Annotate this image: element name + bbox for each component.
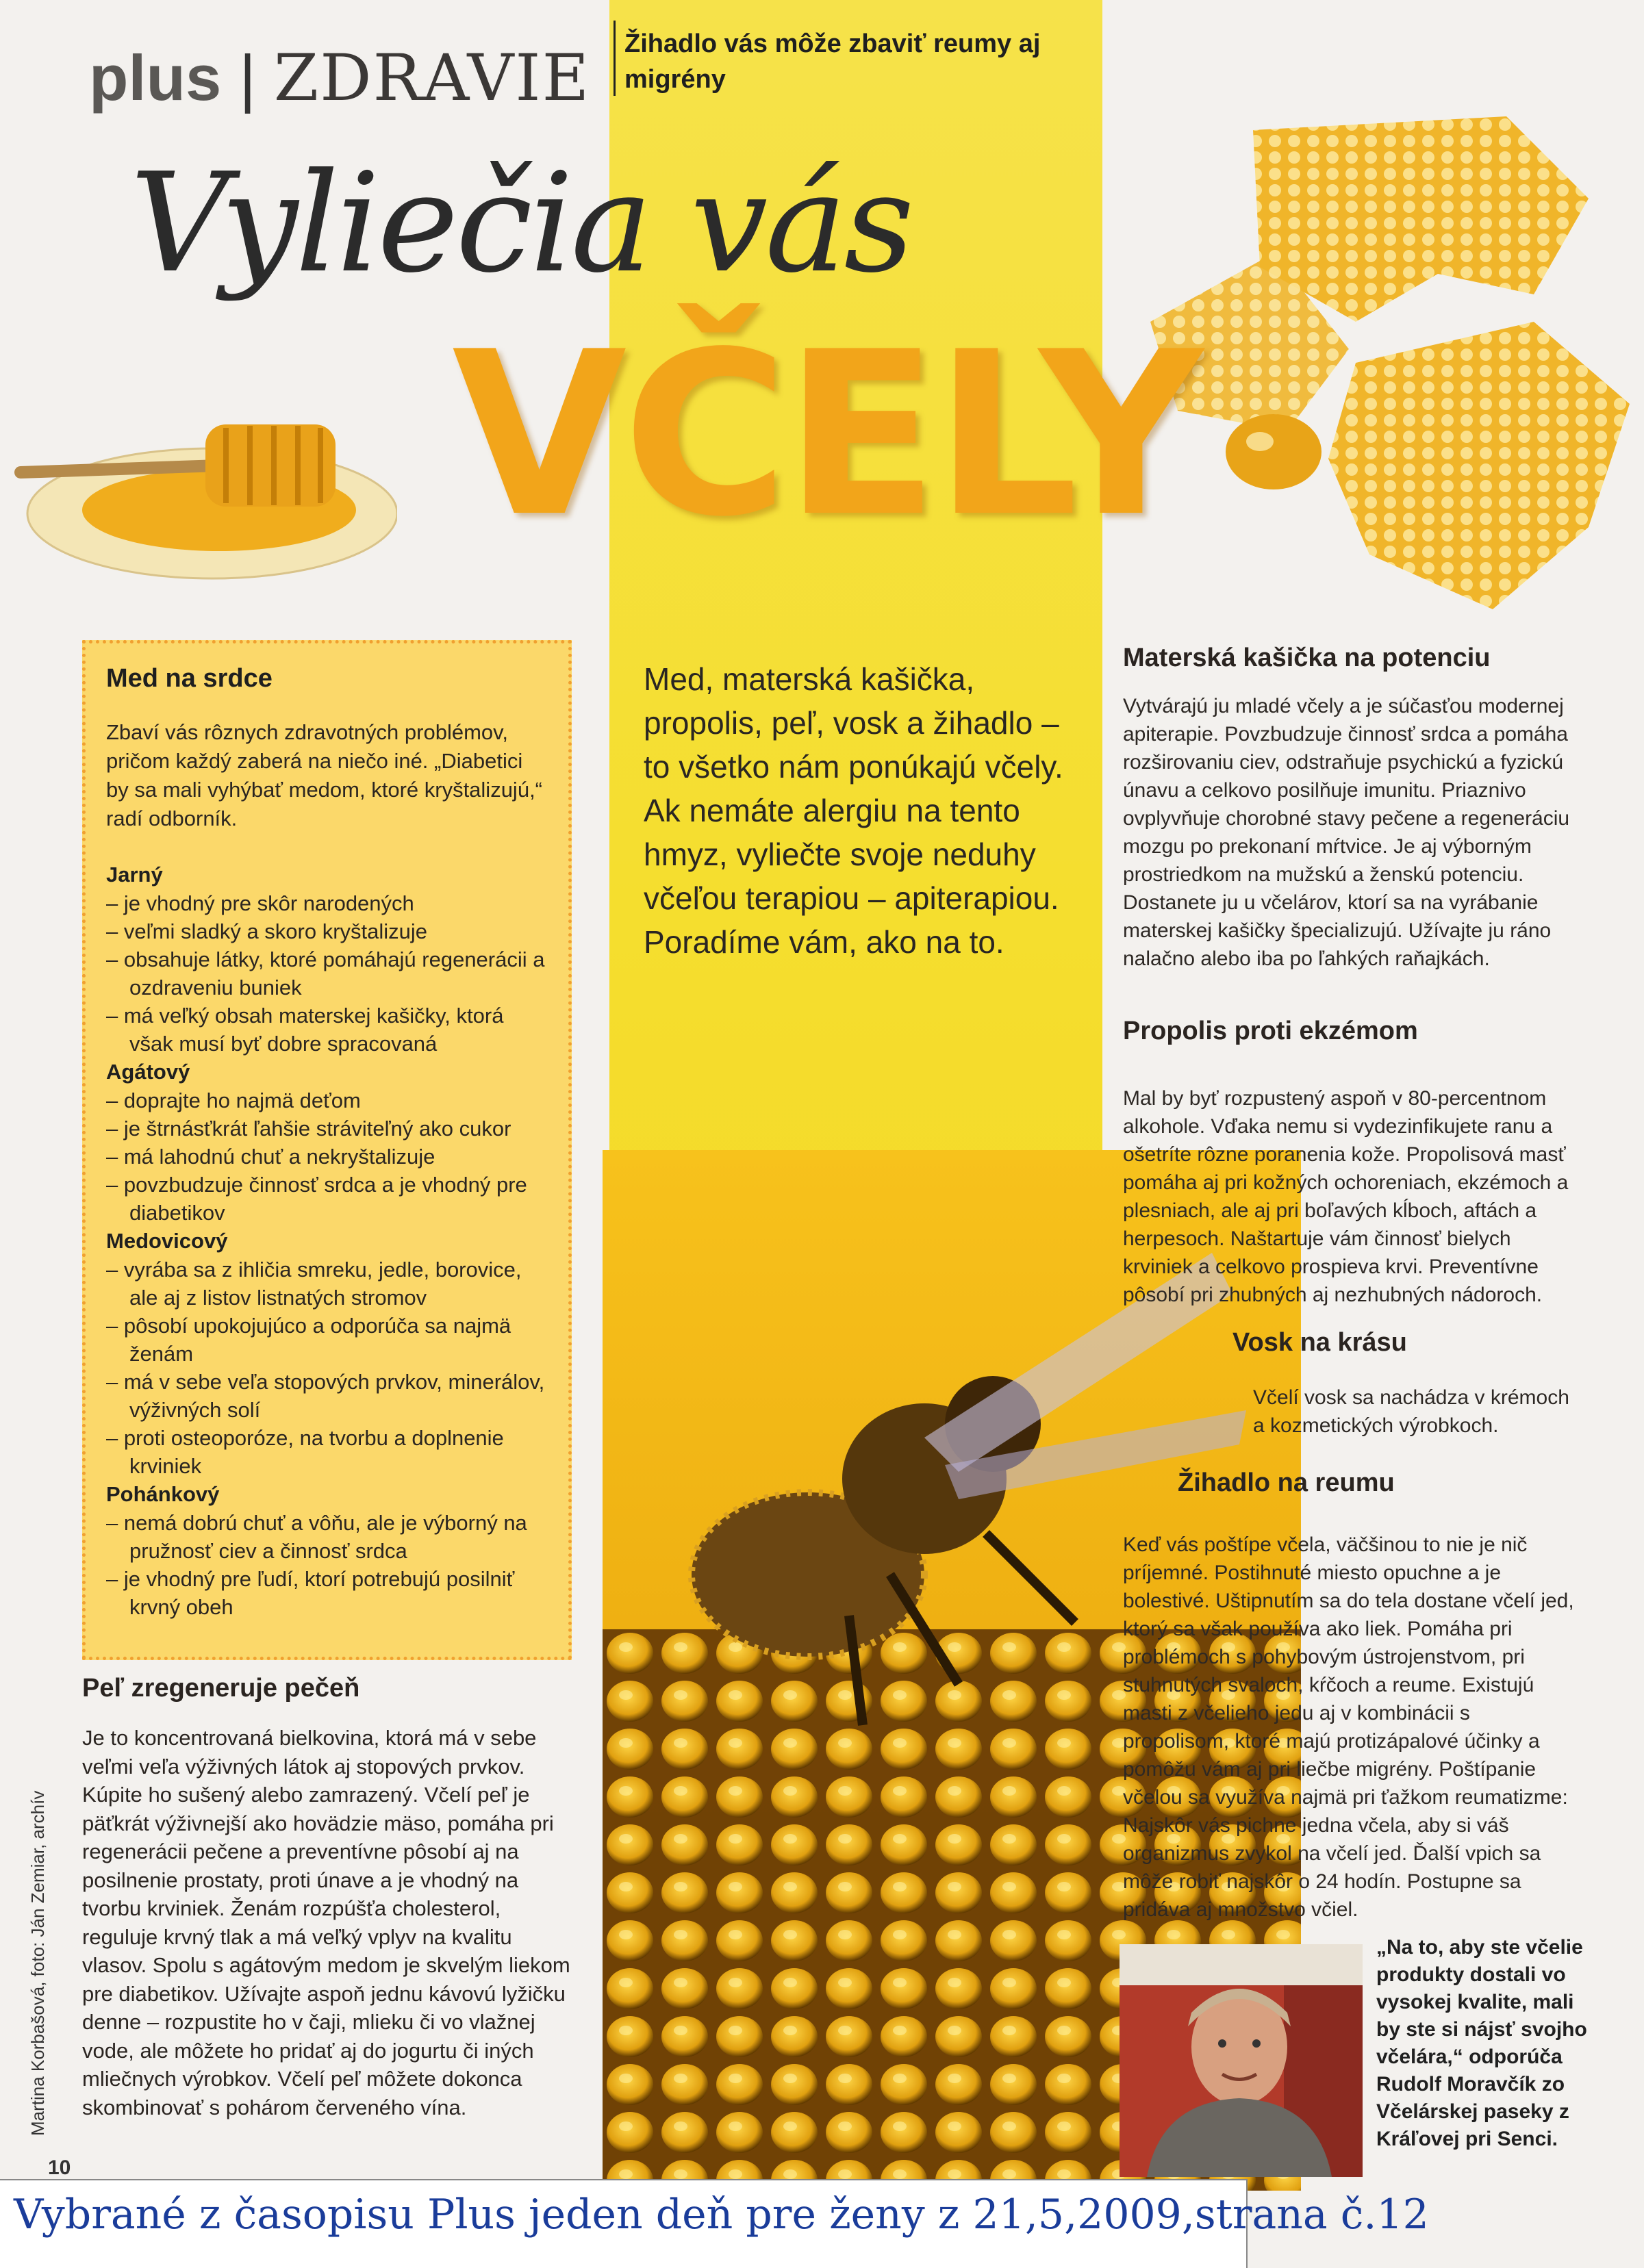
honey-box-intro: Zbaví vás rôznych zdravotných problémov, pričom každý zaberá na niečo iné. „Diabetici by sa mali vyhýbať medom, ktoré kryštalizujú,“ radí odborník. xyxy=(106,720,542,830)
page-number: 10 xyxy=(48,2156,71,2179)
honey-dipper-image xyxy=(14,370,397,589)
honey-type-name: Pohánkový xyxy=(106,1482,220,1506)
honey-type-list xyxy=(106,1256,549,1480)
propolis-section xyxy=(1123,1017,1575,1309)
honey-box-title: Med na srdce xyxy=(106,664,273,693)
kasicka-title: Materská kašička na potenciu xyxy=(1123,644,1491,672)
beekeeper-photo xyxy=(1120,1944,1363,2177)
section-name: ZDRAVIE xyxy=(273,41,591,116)
source-note: Vybrané z časopisu Plus jeden deň pre ženy z 21,5,2009,strana č.12 xyxy=(14,2191,1429,2239)
honey-type-item: – pôsobí upokojujúco a odporúča sa najmä ženám xyxy=(106,1312,549,1368)
brand-label: plus xyxy=(89,42,222,114)
vosk-text: Včelí vosk sa nachádza v krémoch a kozmetických výrobkoch. xyxy=(1253,1386,1569,1437)
honey-type-list xyxy=(106,889,549,1058)
pel-section xyxy=(82,1674,582,2122)
vosk-section xyxy=(1232,1328,1575,1440)
honey-box xyxy=(82,640,572,1660)
vosk-title: Vosk na krásu xyxy=(1232,1328,1407,1357)
title-big: VČELY xyxy=(452,303,1199,566)
lead-paragraph: Med, materská kašička, propolis, peľ, vosk a žihadlo – to všetko nám ponúkajú včely. Ak nemáte alergiu na tento hmyz, vyliečte svoje neduhy včeľou terapiou – apiterapiou. Poradíme vám, ako na to. xyxy=(644,661,1063,960)
honey-type-item: – má veľký obsah materskej kašičky, ktorá však musí byť dobre spracovaná xyxy=(106,1002,549,1058)
honey-type-item: – je vhodný pre skôr narodených xyxy=(106,889,549,917)
honey-type-name: Jarný xyxy=(106,863,163,887)
kasicka-text: Vytvárajú ju mladé včely a je súčasťou modernej apiterapie. Povzbudzuje činnosť srdca a pomáha rozširovaniu ciev, odstraňuje psychickú a fyzickú únavu a celkovo posilňuje imunitu. Priaznivo ovplyvňuje chorobné stavy pečene a regeneráciu mozgu po prekonaní mŕtvice. Je aj výborným prostriedkom na mužskú a ženskú potenciu. Dostanete ju u včelárov, ktorí sa na vyrábanie materskej kašičky špecializujú. Užívajte ju ráno nalačno alebo iba po ľahkých raňajkách. xyxy=(1123,695,1570,970)
honey-type-item: – nemá dobrú chuť a vôňu, ale je výborný na pružnosť ciev a činnosť srdca xyxy=(106,1509,549,1565)
honey-type-item: – doprajte ho najmä deťom xyxy=(106,1086,549,1114)
honey-type-name: Medovicový xyxy=(106,1229,228,1253)
pel-title: Peľ zregeneruje pečeň xyxy=(82,1674,360,1703)
section-label: plus | ZDRAVIE xyxy=(89,41,591,116)
zihadlo-text: Keď vás poštípe včela, väčšinou to nie je nič príjemné. Postihnuté miesto opuchne a je bolestivé. Uštipnutím sa do tela dostane včelí jed, ktorý sa však používa ako liek. Pomáha pri problémoch s pohybovým ústrojenstvom, pri stuhnutých svaloch, kŕčoch a reume. Existujú masti z včelieho jedu aj v kombinácii s propolisom, ktoré majú protizápalové účinky a pomôžu vám aj pri liečbe migrény. Poštípanie včelou sa využíva najmä pri ťažkom reumatizme: Najskôr vás pichne jedna včela, aby si váš organizmus zvykol na včelí jed. Ďalší vpich sa môže robiť najskôr o 24 hodín. Postupne sa pridáva aj množstvo včiel. xyxy=(1123,1533,1574,1921)
honey-type-item: – je vhodný pre ľudí, ktorí potrebujú posilniť krvný obeh xyxy=(106,1565,549,1621)
honey-type-item: – vyrába sa z ihličia smreku, jedle, borovice, ale aj z listov listnatých stromov xyxy=(106,1256,549,1312)
kasicka-section xyxy=(1123,644,1575,973)
teaser-divider xyxy=(614,21,616,96)
propolis-text: Mal by byť rozpustený aspoň v 80-percentnom alkohole. Vďaka nemu si vydezinfikujete ranu a ošetríte rôzne poranenia kože. Propolisová masť pomáha aj pri kožných ochoreniach, ekzémoch a plesniach, ale aj pri boľavých kĺboch, aftách a herpesoch. Naštartuje vám činnosť bielych krviniek a celkovo prospieva krvi. Preventívne pôsobí pri zhubných aj nezhubných nádoroch. xyxy=(1123,1087,1569,1306)
propolis-title: Propolis proti ekzémom xyxy=(1123,1017,1418,1045)
zihadlo-section xyxy=(1123,1468,1575,1924)
honey-type-name: Agátový xyxy=(106,1060,190,1084)
honey-type-list xyxy=(106,1086,549,1227)
honey-type-item: – povzbudzuje činnosť srdca a je vhodný pre diabetikov xyxy=(106,1171,549,1227)
honey-type-item: – proti osteoporóze, na tvorbu a doplnenie krviniek xyxy=(106,1424,549,1480)
teaser-headline: Žihadlo vás môže zbaviť reumy aj migrény xyxy=(624,29,1041,94)
honey-type-item: – veľmi sladký a skoro kryštalizuje xyxy=(106,917,549,945)
photo-credit: Martina Korbašová, foto: Ján Zemiar, archív xyxy=(27,1790,48,2136)
pel-text: Je to koncentrovaná bielkovina, ktorá má v sebe veľmi veľa výživných látok aj stopových prvkov. Kúpite ho sušený alebo zamrazený. Včelí peľ je päťkrát výživnejší ako hovädzie mäso, pomáha pri regenerácii pečene a preventívne pôsobí aj na posilnenie prostaty, proti únave a je vhodný na tvorbu krviniek. Ženám rozpúšťa cholesterol, reguluje krvný tlak a má veľký vplyv na kvalitu vlasov. Spolu s agátovým medom je skvelým liekom pre diabetikov. Užívajte aspoň jednu kávovú lyžičku denne – rozpustite ho v čaji, mlieku či vo vlažnej vode, ale môžete ho pridať aj do jogurtu či iných mliečnych výrobkov. Včelí peľ môžete dokonca skombinovať s pohárom červeného vína. xyxy=(82,1726,570,2119)
honey-type-item: – obsahuje látky, ktoré pomáhajú regenerácii a ozdraveniu buniek xyxy=(106,945,549,1002)
beekeeper-quote: „Na to, aby ste včelie produkty dostali vo vysokej kvalite, mali by ste si nájsť svojho včelára,“ odporúča Rudolf Moravčík zo Včelárskej paseky z Kráľovej pri Senci. xyxy=(1376,1936,1587,2150)
honey-type-item: – je štrnásťkrát ľahšie stráviteľný ako cukor xyxy=(106,1114,549,1143)
honey-type-item: – má lahodnú chuť a nekryštalizuje xyxy=(106,1143,549,1171)
honeycomb-image xyxy=(1150,116,1643,637)
zihadlo-title: Žihadlo na reumu xyxy=(1178,1468,1395,1497)
honey-type-list xyxy=(106,1509,549,1621)
honey-type-item: – má v sebe veľa stopových prvkov, minerálov, výživných solí xyxy=(106,1368,549,1424)
title-script: Vyliečia vás xyxy=(130,144,912,303)
